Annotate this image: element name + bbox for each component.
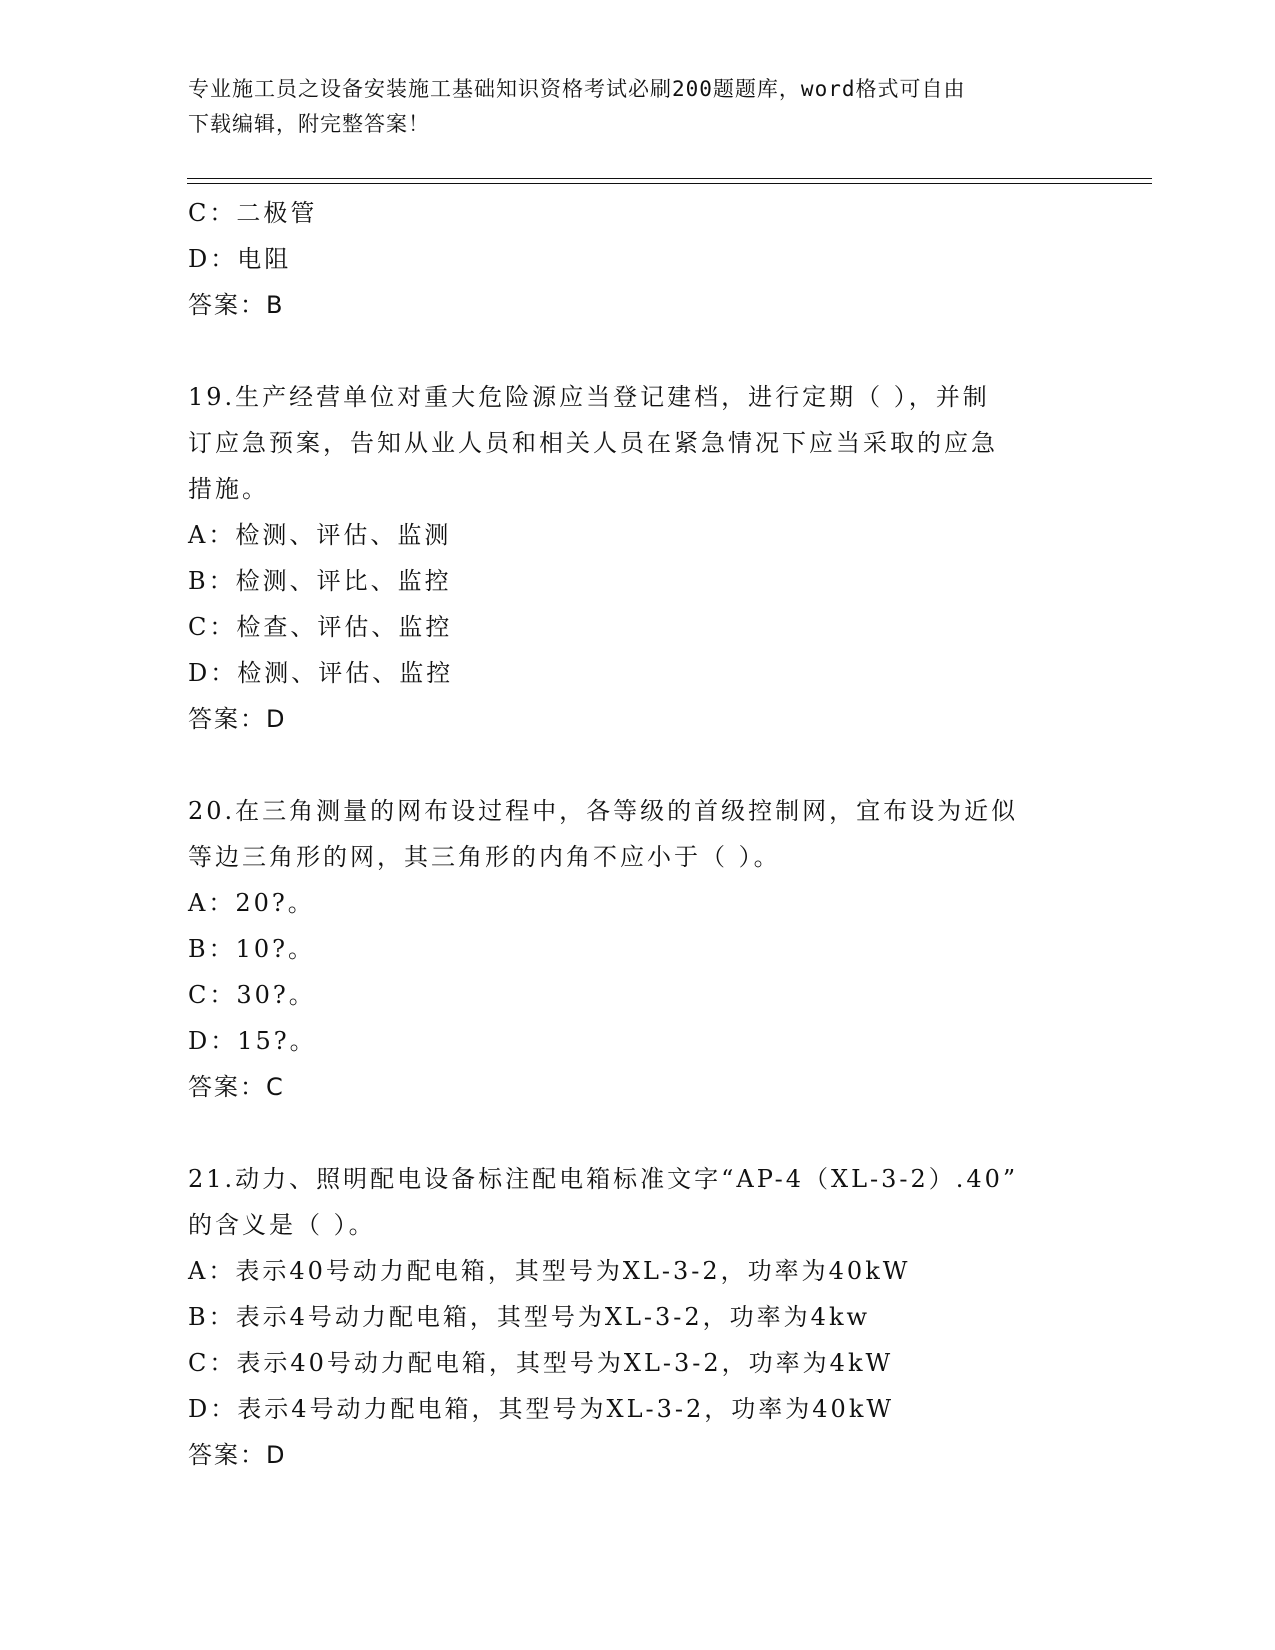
option-d: D：检测、评估、监控	[188, 659, 454, 687]
question-20	[188, 788, 1088, 1110]
option-a: A：20?。	[188, 889, 315, 917]
header-line-2: 下载编辑，附完整答案！	[188, 112, 430, 136]
question-text-line: 等边三角形的网，其三角形的内角不应小于（ ）。	[188, 843, 781, 871]
document-header	[188, 72, 1068, 142]
option-b: B：检测、评比、监控	[188, 567, 452, 595]
question-text-line: 21.动力、照明配电设备标注配电箱标准文字“AP-4（XL-3-2）.40”	[188, 1165, 1019, 1193]
option-c: C：30?。	[188, 981, 316, 1009]
spacer	[188, 1110, 1088, 1156]
option-a: A：检测、评估、监测	[188, 521, 452, 549]
question-19	[188, 374, 1088, 742]
option-d: D：电阻	[188, 245, 292, 273]
option-b: B：表示4号动力配电箱，其型号为XL-3-2，功率为4kw	[188, 1303, 871, 1331]
header-line-1: 专业施工员之设备安装施工基础知识资格考试必刷200题题库，word格式可自由	[188, 77, 966, 101]
question-list	[188, 190, 1088, 1478]
question-text-line: 20.在三角测量的网布设过程中，各等级的首级控制网，宜布设为近似	[188, 797, 1019, 825]
spacer	[188, 742, 1088, 788]
question-text-line: 19.生产经营单位对重大危险源应当登记建档，进行定期（ ），并制	[188, 383, 990, 411]
answer-line: 答案：D	[188, 705, 287, 733]
option-a: A：表示40号动力配电箱，其型号为XL-3-2，功率为40kW	[188, 1257, 911, 1285]
option-d: D：表示4号动力配电箱，其型号为XL-3-2，功率为40kW	[188, 1395, 895, 1423]
question-text-line: 措施。	[188, 475, 269, 503]
header-divider	[187, 178, 1152, 179]
option-d: D：15?。	[188, 1027, 317, 1055]
answer-line: 答案：D	[188, 1441, 287, 1469]
answer-line: 答案：B	[188, 291, 285, 319]
question-text-line: 的含义是（ ）。	[188, 1211, 376, 1239]
spacer	[188, 328, 1088, 374]
option-c: C：检查、评估、监控	[188, 613, 453, 641]
option-b: B：10?。	[188, 935, 316, 963]
answer-line: 答案：C	[188, 1073, 285, 1101]
question-text-line: 订应急预案，告知从业人员和相关人员在紧急情况下应当采取的应急	[188, 429, 998, 457]
question-18-tail	[188, 190, 1088, 328]
question-21	[188, 1156, 1088, 1478]
header-divider-second	[187, 183, 1152, 184]
option-c: C：二极管	[188, 199, 318, 227]
option-c: C：表示40号动力配电箱，其型号为XL-3-2，功率为4kW	[188, 1349, 894, 1377]
